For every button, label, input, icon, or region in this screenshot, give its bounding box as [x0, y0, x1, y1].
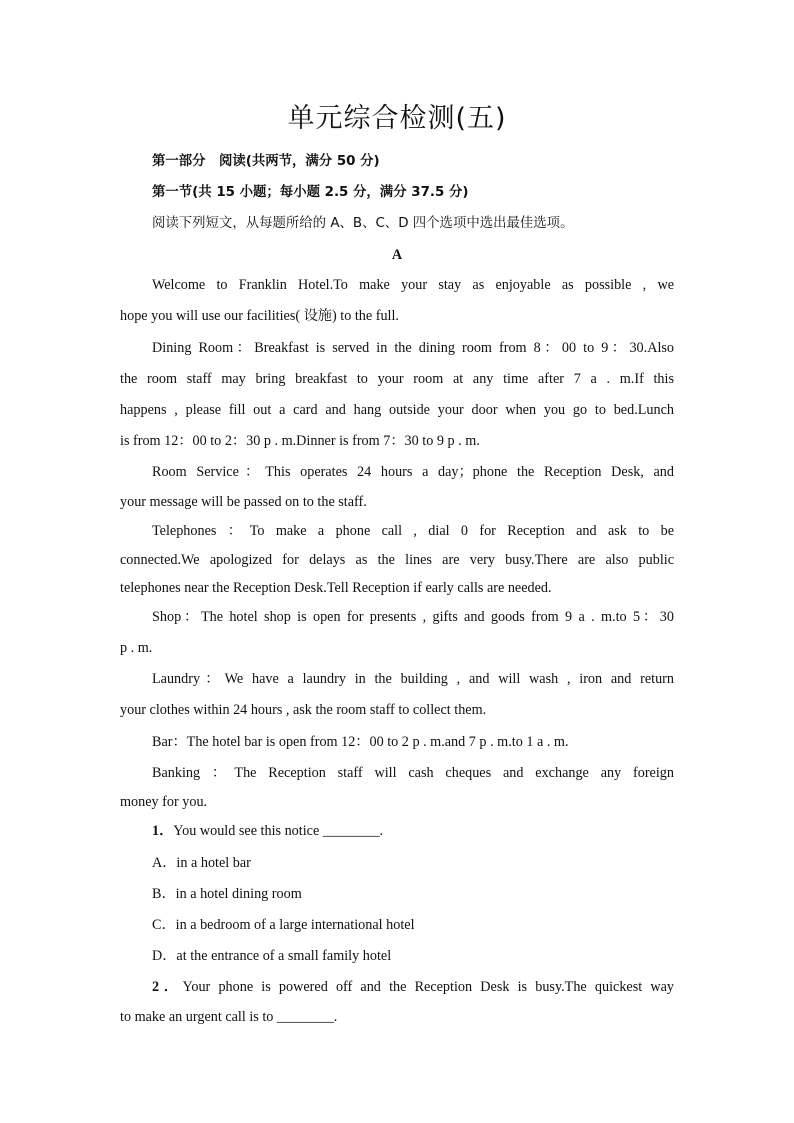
- question-1: [152, 822, 383, 840]
- question-stem: Your phone is powered off and the Reception Desk is busy.The quickest way: [182, 979, 674, 995]
- passage-line: happens , please fill out a card and hang outside your door when you go to bed.Lunch: [120, 402, 674, 418]
- passage-line: Shop：The hotel shop is open for presents , gifts and goods from 9 a . m.to 5：30: [152, 609, 674, 625]
- passage-line: hope you will use our facilities( 设施) to the full.: [120, 308, 399, 324]
- passage-line: Dining Room：Breakfast is served in the dining room from 8：00 to 9：30.Also: [152, 340, 674, 356]
- passage-line: Welcome to Franklin Hotel.To make your stay as enjoyable as possible , we: [152, 277, 674, 293]
- passage-line: connected.We apologized for delays as the lines are very busy.There are also public: [120, 552, 674, 568]
- page-title: 单元综合检测(五): [287, 103, 507, 134]
- question-stem: You would see this notice ________.: [173, 823, 384, 839]
- passage-line: the room staff may bring breakfast to your room at any time after 7 a . m.If this: [120, 371, 674, 387]
- question-stem-continued: to make an urgent call is to ________.: [120, 1009, 338, 1025]
- question-number: 1．: [152, 823, 174, 839]
- part-heading: 第一部分 阅读(共两节，满分 50 分): [152, 154, 380, 169]
- passage-line: Room Service：This operates 24 hours a day；phone the Reception Desk, and: [152, 464, 674, 480]
- passage-line: is from 12：00 to 2：30 p . m.Dinner is from 7：30 to 9 p . m.: [120, 433, 480, 449]
- option-c: C．in a bedroom of a large international hotel: [152, 917, 415, 933]
- passage-line: Bar：The hotel bar is open from 12：00 to 2 p . m.and 7 p . m.to 1 a . m.: [152, 734, 569, 750]
- passage-line: Banking ：The Reception staff will cash cheques and exchange any foreign: [152, 765, 674, 781]
- option-a: A．in a hotel bar: [152, 855, 251, 871]
- instruction-text: 阅读下列短文，从每题所给的 A、B、C、D 四个选项中选出最佳选项。: [152, 216, 574, 231]
- passage-line: telephones near the Reception Desk.Tell Reception if early calls are needed.: [120, 580, 552, 596]
- section-heading: 第一节(共 15 小题；每小题 2.5 分，满分 37.5 分): [152, 185, 469, 200]
- passage-line: Telephones ：To make a phone call , dial 0 for Reception and ask to be: [152, 523, 674, 539]
- passage-line: p . m.: [120, 640, 153, 656]
- option-b: B．in a hotel dining room: [152, 886, 302, 902]
- passage-line: money for you.: [120, 794, 208, 810]
- passage-line: Laundry：We have a laundry in the building , and will wash , iron and return: [152, 671, 674, 687]
- passage-line: your clothes within 24 hours , ask the room staff to collect them.: [120, 702, 487, 718]
- question-number: 2．: [152, 979, 183, 995]
- option-d: D．at the entrance of a small family hotel: [152, 948, 392, 964]
- passage-label: A: [391, 247, 403, 263]
- passage-line: your message will be passed on to the staff.: [120, 494, 367, 510]
- question-2: [152, 978, 674, 997]
